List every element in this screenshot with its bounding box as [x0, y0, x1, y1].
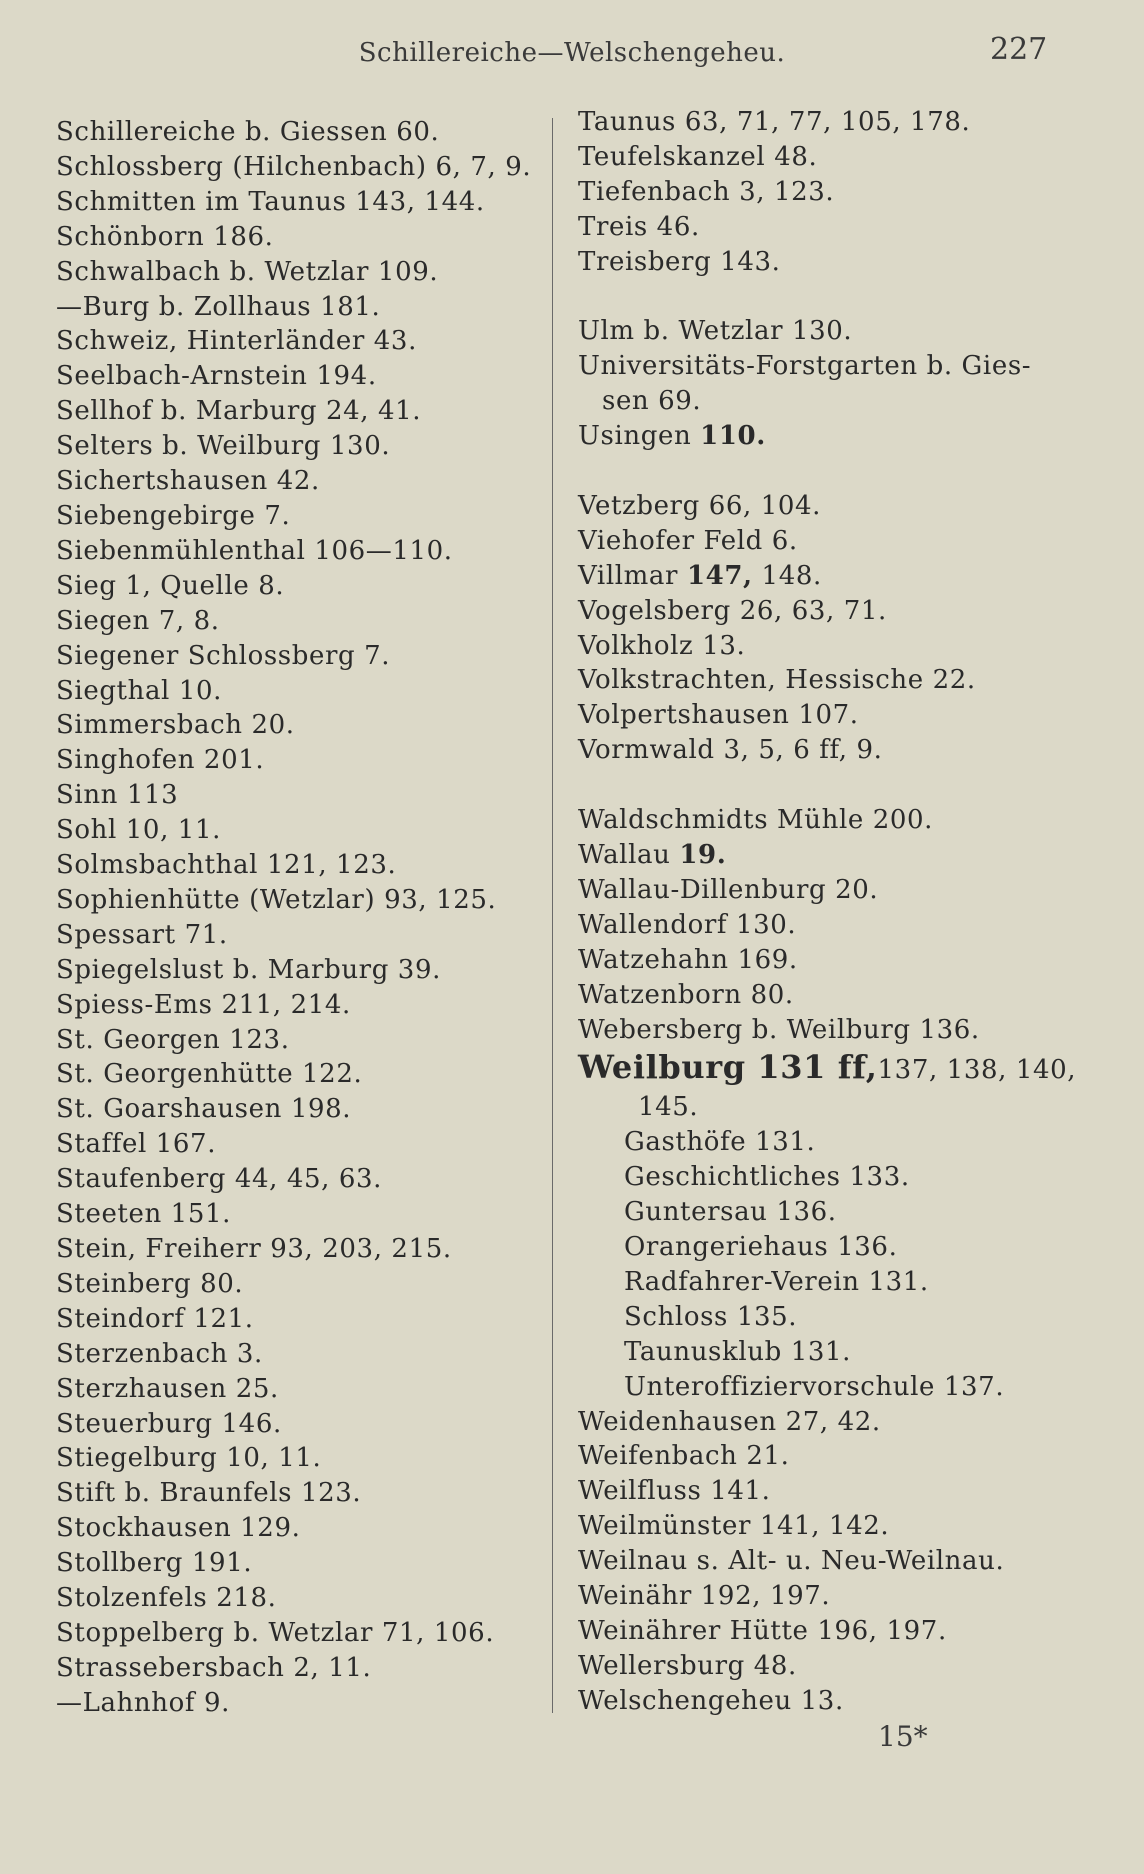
- index-entry: Sohl 10, 11.: [56, 815, 221, 846]
- letter-gap: [578, 768, 1098, 803]
- entry-bold-page: 147,: [686, 560, 753, 591]
- index-entry: Stolzenfels 218.: [56, 1583, 277, 1614]
- index-entry: Steuerburg 146.: [56, 1408, 282, 1439]
- index-entry: Weilnau s. Alt- u. Neu-Weilnau.: [578, 1546, 1005, 1577]
- index-entry: [578, 838, 1098, 873]
- index-entry: Weilmünster 141, 142.: [578, 1511, 890, 1542]
- index-entry: Volpertshausen 107.: [578, 700, 859, 731]
- running-head: Schillereiche—Welschengeheu.: [358, 38, 786, 68]
- index-entry-continuation: 145.: [638, 1092, 699, 1123]
- index-entry: Treis 46.: [578, 211, 700, 242]
- entry-pages: 148.: [761, 560, 822, 591]
- entry-pages: 137, 138, 140,: [877, 1055, 1077, 1086]
- index-entry: Taunus 63, 71, 77, 105, 178.: [578, 107, 971, 137]
- entry-bold-page: 110.: [700, 421, 766, 452]
- index-entry: [578, 419, 1098, 454]
- index-entry: —Burg b. Zollhaus 181.: [56, 291, 381, 322]
- index-entry: Spiegelslust b. Marburg 39.: [56, 954, 441, 985]
- index-entry: Sterzhausen 25.: [56, 1373, 279, 1404]
- index-entry: Stollberg 191.: [56, 1548, 253, 1579]
- index-entry: Sterzenbach 3.: [56, 1338, 263, 1369]
- index-entry: Tiefenbach 3, 123.: [578, 176, 835, 207]
- index-entry: Siegthal 10.: [56, 675, 222, 706]
- index-entry: Wallendorf 130.: [578, 909, 797, 940]
- index-entry: Staffel 167.: [56, 1129, 217, 1160]
- index-entry: Seelbach-Arnstein 194.: [56, 361, 377, 392]
- index-entry: St. Georgenhütte 122.: [56, 1059, 363, 1090]
- index-entry: Sinn 113: [56, 780, 179, 811]
- index-entry: Wallau-Dillenburg 20.: [578, 874, 879, 905]
- index-column-left: [56, 115, 546, 1721]
- index-entry: Weifenbach 21.: [578, 1441, 790, 1472]
- index-entry: —Lahnhof 9.: [56, 1687, 230, 1718]
- index-entry-main: [578, 1047, 1098, 1090]
- index-entry: Steindorf 121.: [56, 1303, 254, 1334]
- index-subentry: Schloss 135.: [624, 1301, 798, 1332]
- index-entry: Sellhof b. Marburg 24, 41.: [56, 396, 422, 427]
- index-entry: Schmitten im Taunus 143, 144.: [56, 186, 485, 217]
- entry-name: Usingen: [578, 421, 692, 452]
- index-entry: Stiegelburg 10, 11.: [56, 1443, 322, 1474]
- index-entry: Stift b. Braunfels 123.: [56, 1478, 362, 1509]
- index-entry: Stein, Freiherr 93, 203, 215.: [56, 1234, 452, 1264]
- index-entry: Siebenmühlenthal 106—110.: [56, 535, 453, 566]
- index-entry: Spessart 71.: [56, 919, 228, 950]
- letter-gap: [578, 280, 1098, 315]
- index-entry: Vormwald 3, 5, 6 ff, 9.: [578, 735, 883, 766]
- index-entry: St. Goarshausen 198.: [56, 1094, 352, 1125]
- index-entry: Ulm b. Wetzlar 130.: [578, 316, 853, 347]
- index-entry: Schwalbach b. Wetzlar 109.: [56, 256, 439, 287]
- index-entry: Solmsbachthal 121, 123.: [56, 850, 397, 881]
- index-entry: Schillereiche b. Giessen 60.: [56, 117, 440, 147]
- index-entry: Treisberg 143.: [578, 246, 781, 277]
- index-subentry: Geschichtliches 133.: [624, 1162, 910, 1193]
- index-column-right: [578, 105, 1098, 1719]
- index-entry: Spiess-Ems 211, 214.: [56, 989, 351, 1020]
- index-entry: Weilfluss 141.: [578, 1476, 771, 1507]
- index-subentry: Guntersau 136.: [624, 1197, 837, 1228]
- entry-name: Wallau: [578, 839, 671, 870]
- index-entry: Waldschmidts Mühle 200.: [578, 805, 934, 836]
- index-subentry: Taunusklub 131.: [624, 1336, 852, 1367]
- index-entry: Selters b. Weilburg 130.: [56, 431, 391, 462]
- column-divider: [552, 118, 553, 1713]
- letter-gap: [578, 454, 1098, 489]
- page-number: 227: [990, 32, 1048, 67]
- index-entry: Wellersburg 48.: [578, 1650, 797, 1681]
- index-entry: Volkstrachten, Hessische 22.: [578, 665, 976, 696]
- index-entry: Volkholz 13.: [578, 630, 746, 661]
- index-entry: Steeten 151.: [56, 1199, 231, 1230]
- index-subentry: Orangeriehaus 136.: [624, 1232, 898, 1263]
- index-entry: Webersberg b. Weilburg 136.: [578, 1014, 980, 1045]
- index-entry: Sophienhütte (Wetzlar) 93, 125.: [56, 884, 497, 915]
- index-entry: Weidenhausen 27, 42.: [578, 1406, 881, 1437]
- index-entry: Schlossberg (Hilchenbach) 6, 7, 9.: [56, 151, 532, 182]
- index-subentry: Gasthöfe 131.: [624, 1127, 816, 1158]
- signature-mark: 15*: [878, 1720, 928, 1753]
- index-entry: Schweiz, Hinterländer 43.: [56, 326, 417, 357]
- index-entry: Strassebersbach 2, 11.: [56, 1652, 372, 1683]
- index-entry: Universitäts-Forstgarten b. Gies-: [578, 351, 1032, 382]
- index-entry: Siegener Schlossberg 7.: [56, 640, 391, 671]
- index-entry: Siegen 7, 8.: [56, 605, 220, 636]
- index-entry: Watzehahn 169.: [578, 944, 798, 975]
- index-entry: Stoppelberg b. Wetzlar 71, 106.: [56, 1617, 495, 1648]
- index-entry: Sieg 1, Quelle 8.: [56, 570, 285, 601]
- index-subentry: Radfahrer-Verein 131.: [624, 1266, 929, 1297]
- index-entry: Vogelsberg 26, 63, 71.: [578, 595, 887, 626]
- index-entry: Singhofen 201.: [56, 745, 265, 776]
- index-entry: Sichertshausen 42.: [56, 466, 320, 497]
- index-entry: Stockhausen 129.: [56, 1513, 301, 1544]
- index-entry-continuation: sen 69.: [602, 386, 702, 417]
- index-entry: Schönborn 186.: [56, 221, 274, 252]
- entry-bold-page: 19.: [679, 839, 727, 870]
- index-entry: Welschengeheu 13.: [578, 1685, 844, 1716]
- index-entry: Simmersbach 20.: [56, 710, 295, 741]
- index-entry: St. Georgen 123.: [56, 1024, 290, 1055]
- entry-bold-heading: Weilburg 131 ff,: [578, 1048, 878, 1087]
- index-entry: Viehofer Feld 6.: [578, 525, 798, 556]
- index-entry: Steinberg 80.: [56, 1268, 244, 1299]
- entry-name: Villmar: [578, 560, 679, 591]
- index-entry: Staufenberg 44, 45, 63.: [56, 1164, 383, 1195]
- index-entry: Weinährer Hütte 196, 197.: [578, 1616, 947, 1647]
- index-entry: Siebengebirge 7.: [56, 500, 291, 531]
- index-entry: Vetzberg 66, 104.: [578, 490, 821, 521]
- index-entry: Watzenborn 80.: [578, 979, 794, 1010]
- index-entry: Weinähr 192, 197.: [578, 1581, 831, 1612]
- index-subentry: Unteroffiziervorschule 137.: [624, 1371, 1005, 1402]
- index-entry: Teufelskanzel 48.: [578, 141, 818, 172]
- index-entry: [578, 559, 1098, 594]
